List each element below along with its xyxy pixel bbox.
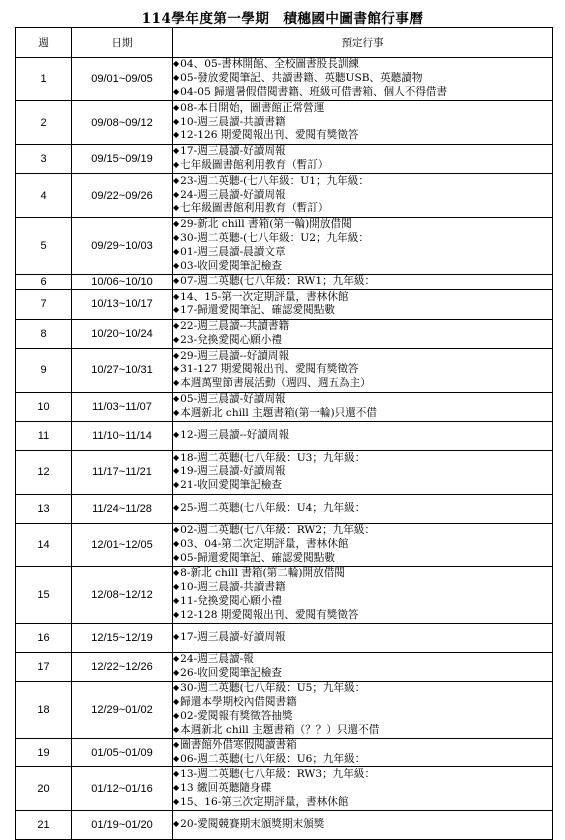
week-cell: 1 <box>16 58 72 101</box>
event-item: ◆ 25-週二英聽(七八年級：U4；九年級： <box>173 502 552 516</box>
events-cell <box>173 494 553 523</box>
date-cell: 09/15~09/19 <box>72 145 173 174</box>
events-cell <box>173 289 553 319</box>
date-cell: 12/08~12/12 <box>72 566 173 623</box>
table-row <box>16 681 553 738</box>
event-item: ◆ 04-05 歸還暑假借閱書籍、班級可借書箱、個人不得借書 <box>173 86 552 100</box>
event-item: ◆ 13 繳回英聽隨身碟 <box>173 782 552 796</box>
event-item: ◆ 17-歸還愛閱筆記、確認愛閱點數 <box>173 304 552 318</box>
week-cell: 20 <box>16 767 72 811</box>
event-item: ◆ 12-週三晨讀--好讀周報 <box>173 429 552 443</box>
week-cell: 12 <box>16 450 72 494</box>
event-item: ◆ 08-本日開始，圖書館正常營運 <box>173 102 552 116</box>
week-cell: 4 <box>16 174 72 218</box>
event-item: ◆ 17-週三晨讀-好讀周報 <box>173 631 552 645</box>
events-cell <box>173 421 553 450</box>
date-cell: 01/05~01/09 <box>72 738 173 767</box>
week-cell: 7 <box>16 289 72 319</box>
events-cell <box>173 623 553 652</box>
table-row <box>16 275 553 290</box>
event-item: ◆ 10-週三晨讀-共讀書籍 <box>173 581 552 595</box>
page-title: 114學年度第一學期 積穗國中圖書館行事曆 <box>141 11 424 27</box>
events-cell <box>173 101 553 145</box>
event-item: ◆ 七年級圖書館利用教育（暫訂） <box>173 159 552 173</box>
week-cell: 2 <box>16 101 72 145</box>
week-cell: 13 <box>16 494 72 523</box>
date-cell: 09/01~09/05 <box>72 58 173 101</box>
week-cell: 6 <box>16 275 72 290</box>
event-item: ◆ 22-週三晨讀--共讀書籍 <box>173 320 552 334</box>
header-row <box>16 28 553 58</box>
date-cell: 12/15~12/19 <box>72 623 173 652</box>
week-cell: 21 <box>16 811 72 840</box>
table-row <box>16 58 553 101</box>
week-cell: 3 <box>16 145 72 174</box>
events-cell <box>173 348 553 392</box>
events-cell <box>173 145 553 174</box>
date-cell: 09/29~10/03 <box>72 218 173 275</box>
event-item: ◆ 05-歸還愛閱筆記、確認愛閱點數 <box>173 552 552 566</box>
events-cell <box>173 218 553 275</box>
event-item: ◆ 05-發放愛閱筆記、共讀書籍、英聽USB、英聽讀物 <box>173 72 552 86</box>
week-cell: 19 <box>16 738 72 767</box>
event-item: ◆ 30-週二英聽-(七八年級：U2；九年級： <box>173 232 552 246</box>
date-cell: 11/10~11/14 <box>72 421 173 450</box>
event-item: ◆ 18-週二英聽(七八年級：U3；九年級： <box>173 452 552 466</box>
event-item: ◆ 30-週二英聽(七八年級：U5；九年級： <box>173 682 552 696</box>
date-cell: 09/08~09/12 <box>72 101 173 145</box>
table-row <box>16 392 553 421</box>
table-row <box>16 566 553 623</box>
event-item: ◆ 26-收回愛閱筆記檢查 <box>173 667 552 681</box>
date-header: 日期 <box>72 28 173 58</box>
events-cell <box>173 681 553 738</box>
event-item: ◆ 03、04-第二次定期評量，書林休館 <box>173 538 552 552</box>
date-cell: 12/29~01/02 <box>72 681 173 738</box>
week-cell: 15 <box>16 566 72 623</box>
event-item: ◆ 本週萬聖節書展活動（週四、週五為主） <box>173 377 552 391</box>
events-cell <box>173 566 553 623</box>
table-row <box>16 348 553 392</box>
date-cell: 11/03~11/07 <box>72 392 173 421</box>
events-cell <box>173 652 553 681</box>
event-item: ◆ 23-兌換愛閱心願小禮 <box>173 334 552 348</box>
week-header: 週 <box>16 28 72 58</box>
event-item: ◆ 29-新北 chill 書箱(第一輪)開放借閱 <box>173 218 552 232</box>
events-cell <box>173 58 553 101</box>
event-item: ◆ 24-週三晨讀-好讀周報 <box>173 189 552 203</box>
events-cell <box>173 523 553 566</box>
week-cell: 9 <box>16 348 72 392</box>
event-item: ◆ 03-收回愛閱筆記檢查 <box>173 260 552 274</box>
week-cell: 5 <box>16 218 72 275</box>
calendar-table <box>15 27 553 840</box>
event-item: ◆ 21-收回愛閱筆記檢查 <box>173 479 552 493</box>
date-cell: 10/27~10/31 <box>72 348 173 392</box>
date-cell: 09/22~09/26 <box>72 174 173 218</box>
events-cell <box>173 174 553 218</box>
event-item: ◆ 24-週三晨讀-報 <box>173 653 552 667</box>
date-cell: 10/13~10/17 <box>72 289 173 319</box>
event-item: ◆ 17-週三晨讀-好讀周報 <box>173 145 552 159</box>
event-item: ◆ 01-週三晨讀-晨讀文章 <box>173 246 552 260</box>
table-row <box>16 319 553 348</box>
table-row <box>16 450 553 494</box>
date-cell: 11/24~11/28 <box>72 494 173 523</box>
date-cell: 12/01~12/05 <box>72 523 173 566</box>
week-cell: 11 <box>16 421 72 450</box>
event-item: ◆ 06-週二英聽(七八年級：U6；九年級： <box>173 753 552 767</box>
date-cell: 01/12~01/16 <box>72 767 173 811</box>
events-header: 預定行事 <box>173 28 553 58</box>
event-item: ◆ 20-愛閱競賽期末頒獎期末頒獎 <box>173 818 552 832</box>
week-cell: 14 <box>16 523 72 566</box>
event-item: ◆ 23-週二英聽-(七八年級：U1；九年級： <box>173 175 552 189</box>
table-row <box>16 101 553 145</box>
table-row <box>16 289 553 319</box>
event-item: ◆ 31-127 期愛閱報出刊、愛閱有獎徵答 <box>173 363 552 377</box>
table-row <box>16 174 553 218</box>
table-row <box>16 652 553 681</box>
events-cell <box>173 738 553 767</box>
event-item: ◆ 02-愛閱報有獎徵答抽獎 <box>173 710 552 724</box>
event-item: ◆ 02-週二英聽(七八年級：RW2；九年級： <box>173 524 552 538</box>
events-cell <box>173 319 553 348</box>
event-item: ◆ 11-兌換愛閱心願小禮 <box>173 595 552 609</box>
date-cell: 01/19~01/20 <box>72 811 173 840</box>
table-row <box>16 421 553 450</box>
event-item: ◆ 05-週三晨讀-好讀周報 <box>173 393 552 407</box>
event-item: ◆ 15、16-第三次定期評量，書林休館 <box>173 796 552 810</box>
date-cell: 11/17~11/21 <box>72 450 173 494</box>
events-cell <box>173 450 553 494</box>
event-item: ◆ 本週新北 chill 主題書箱（？？）只還不借 <box>173 724 552 738</box>
date-cell: 10/20~10/24 <box>72 319 173 348</box>
event-item: ◆ 04、05-書林開館、全校圖書股長訓練 <box>173 58 552 72</box>
table-row <box>16 494 553 523</box>
week-cell: 18 <box>16 681 72 738</box>
event-item: ◆ 12-128 期愛閱報出刊、愛閱有獎徵答 <box>173 609 552 623</box>
table-row <box>16 767 553 811</box>
events-cell <box>173 767 553 811</box>
events-cell <box>173 275 553 290</box>
week-cell: 16 <box>16 623 72 652</box>
table-row <box>16 145 553 174</box>
event-item: ◆ 8-新北 chill 書箱(第二輪)開放借閱 <box>173 567 552 581</box>
event-item: ◆ 07-週二英聽(七八年級：RW1；九年級： <box>173 275 552 289</box>
event-item: ◆ 本週新北 chill 主題書箱(第一輪)只還不借 <box>173 407 552 421</box>
table-row <box>16 738 553 767</box>
event-item: ◆ 12-126 期愛閱報出刊、愛閱有獎徵答 <box>173 129 552 143</box>
event-item: ◆ 14、15-第一次定期評量，書林休館 <box>173 291 552 305</box>
table-row <box>16 623 553 652</box>
table-row <box>16 523 553 566</box>
week-cell: 8 <box>16 319 72 348</box>
events-cell <box>173 392 553 421</box>
week-cell: 10 <box>16 392 72 421</box>
table-row <box>16 811 553 840</box>
event-item: ◆ 歸還本學期校內借閱書籍 <box>173 696 552 710</box>
event-item: ◆ 29-週三晨讀--好讀周報 <box>173 350 552 364</box>
date-cell: 10/06~10/10 <box>72 275 173 290</box>
events-cell <box>173 811 553 840</box>
event-item: ◆ 19-週三晨讀-好讀周報 <box>173 465 552 479</box>
date-cell: 12/22~12/26 <box>72 652 173 681</box>
event-item: ◆ 13-週二英聽(七八年級：RW3；九年級： <box>173 768 552 782</box>
table-row <box>16 218 553 275</box>
event-item: ◆ 10-週三晨讀-共讀書籍 <box>173 116 552 130</box>
event-item: ◆ 七年級圖書館利用教育（暫訂） <box>173 202 552 216</box>
week-cell: 17 <box>16 652 72 681</box>
event-item: ◆ 圖書館外借寒假閱讀書箱 <box>173 739 552 753</box>
